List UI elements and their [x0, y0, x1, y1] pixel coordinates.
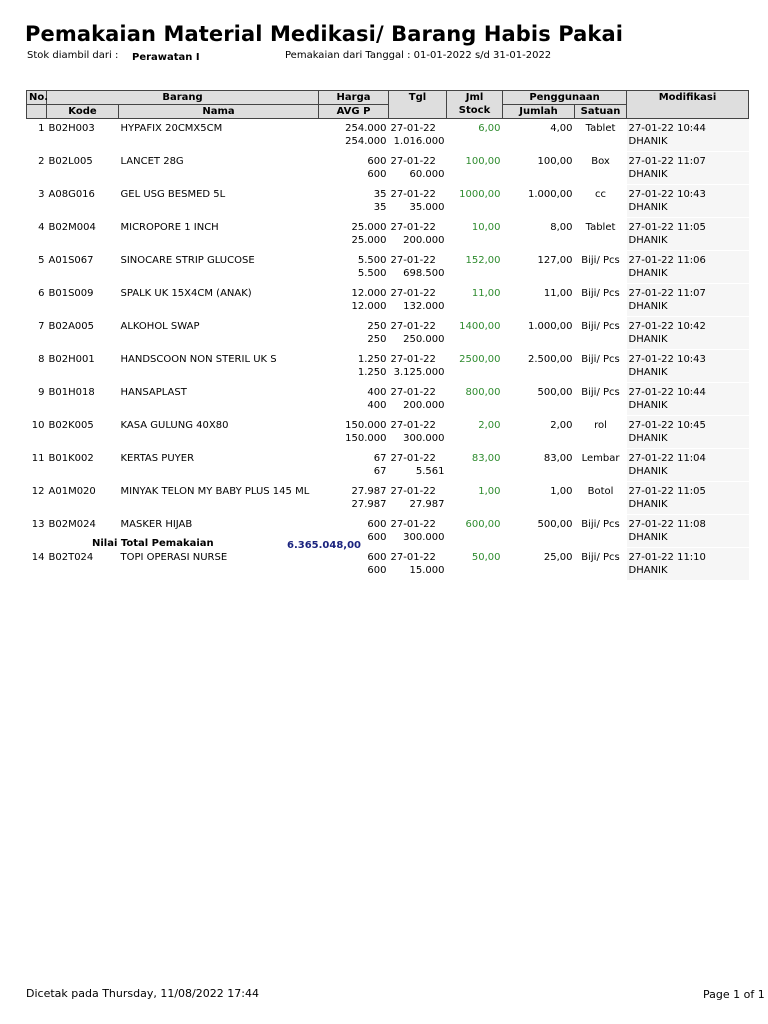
row-harga: 600: [367, 518, 387, 530]
row-kode: B01S009: [48, 287, 94, 299]
row-nama: TOPI OPERASI NURSE: [120, 551, 228, 563]
row-tgl-cell: [389, 218, 447, 251]
total-value: 6.365.048,00: [287, 540, 362, 551]
row-tgl-cell: [389, 185, 447, 218]
row-kode: B02T024: [48, 551, 94, 563]
row-mod-time: 27-01-22 10:44: [628, 123, 706, 134]
row-no: 4: [38, 221, 45, 233]
row-tgl-cell: [389, 119, 447, 152]
row-avgp: 600: [367, 564, 387, 576]
row-modifikasi: [627, 152, 749, 185]
row-tgl: 27-01-22: [390, 123, 436, 134]
row-mod-user: DHANIK: [628, 433, 668, 444]
row-avgp: 150.000: [345, 432, 387, 444]
header-blank: [27, 105, 47, 119]
row-stock: 2,00: [478, 419, 501, 431]
row-tgl: 27-01-22: [390, 155, 436, 167]
table-row: [27, 548, 749, 581]
row-nama: MINYAK TELON MY BABY PLUS 145 ML: [120, 485, 310, 497]
row-mod-time: 27-01-22 11:05: [628, 486, 706, 497]
row-no: 1: [38, 123, 45, 134]
row-harga: 250: [367, 320, 387, 332]
row-mod-user: DHANIK: [628, 301, 668, 312]
row-stock: 1,00: [478, 485, 501, 497]
header-avgp: AVG P: [319, 105, 389, 119]
row-nama: SPALK UK 15X4CM (ANAK): [120, 287, 252, 299]
row-modifikasi: [627, 185, 749, 218]
row-jumlah: 83,00: [543, 452, 573, 464]
row-no: 10: [31, 419, 45, 431]
row-avgp: 35: [373, 201, 387, 213]
row-jumlah: 2.500,00: [527, 353, 573, 365]
row-modifikasi: [627, 284, 749, 317]
row-kode: A01M020: [48, 485, 96, 497]
row-jumlah: 500,00: [537, 518, 573, 530]
row-kode: B01H018: [48, 386, 95, 398]
row-kode: B02L005: [48, 155, 93, 167]
row-nama: HYPAFIX 20CMX5CM: [120, 123, 223, 134]
row-jumlah: 1,00: [550, 485, 573, 497]
row-tgl: 27-01-22: [390, 320, 436, 332]
row-jumlah: 11,00: [543, 287, 573, 299]
row-modifikasi: [627, 383, 749, 416]
row-mod-user: DHANIK: [628, 169, 668, 180]
row-stock: 83,00: [471, 452, 501, 464]
row-mod-user: DHANIK: [628, 400, 668, 411]
row-tgl: 27-01-22: [390, 221, 436, 233]
row-mod-user: DHANIK: [628, 565, 668, 576]
row-modifikasi: [627, 317, 749, 350]
row-stock: 10,00: [471, 221, 501, 233]
row-nama: MASKER HIJAB: [120, 518, 193, 530]
table-row: [27, 350, 749, 383]
row-mod-time: 27-01-22 10:44: [628, 387, 706, 398]
row-mod-time: 27-01-22 10:43: [628, 354, 706, 365]
row-avgp: 600: [367, 168, 387, 180]
row-jumlah: 1.000,00: [527, 188, 573, 200]
row-kode: A01S067: [48, 254, 94, 266]
row-avgp: 600: [367, 531, 387, 543]
table-row: [27, 284, 749, 317]
row-jumlah: 4,00: [550, 123, 573, 134]
row-modifikasi: [627, 515, 749, 548]
row-subtotal: 300.000: [403, 432, 445, 444]
row-tgl-cell: [389, 548, 447, 581]
row-satuan: cc: [595, 188, 607, 200]
table-row: [27, 416, 749, 449]
row-stock: 100,00: [465, 155, 501, 167]
row-modifikasi: [627, 449, 749, 482]
row-subtotal: 5.561: [415, 465, 445, 477]
table-row: [27, 482, 749, 515]
row-harga-cell: [319, 218, 389, 251]
row-no: 11: [31, 452, 45, 464]
row-tgl: 27-01-22: [390, 485, 436, 497]
row-nama: GEL USG BESMED 5L: [120, 188, 226, 200]
page-number: Page 1 of 1: [703, 988, 765, 1001]
row-kode: B02H001: [48, 353, 95, 365]
row-subtotal: 200.000: [403, 399, 445, 411]
row-subtotal: 35.000: [409, 201, 445, 213]
usage-table: [26, 90, 749, 581]
row-mod-time: 27-01-22 10:43: [628, 189, 706, 200]
table-row: [27, 449, 749, 482]
row-tgl-cell: [389, 383, 447, 416]
row-nama: KERTAS PUYER: [120, 452, 195, 464]
row-modifikasi: [627, 416, 749, 449]
row-satuan: Botol: [587, 485, 614, 497]
row-mod-user: DHANIK: [628, 499, 668, 510]
row-kode: B02M004: [48, 221, 96, 233]
row-avgp: 67: [373, 465, 387, 477]
row-harga: 67: [373, 452, 387, 464]
row-nama: KASA GULUNG 40X80: [120, 419, 229, 431]
row-tgl: 27-01-22: [390, 254, 436, 266]
row-tgl-cell: [389, 350, 447, 383]
row-avgp: 400: [367, 399, 387, 411]
row-subtotal: 1.016.000: [393, 136, 445, 147]
row-tgl: 27-01-22: [390, 287, 436, 299]
row-harga: 600: [367, 551, 387, 563]
row-mod-time: 27-01-22 10:42: [628, 321, 706, 332]
row-no: 3: [38, 188, 45, 200]
row-mod-user: DHANIK: [628, 334, 668, 345]
row-harga: 12.000: [351, 287, 387, 299]
row-mod-user: DHANIK: [628, 532, 668, 543]
row-stock: 800,00: [465, 386, 501, 398]
row-subtotal: 3.125.000: [393, 366, 445, 378]
row-tgl: 27-01-22: [390, 518, 436, 530]
row-harga: 600: [367, 155, 387, 167]
row-no: 8: [38, 353, 45, 365]
table-row: [27, 317, 749, 350]
header-harga: Harga: [319, 91, 389, 105]
row-modifikasi: [627, 119, 749, 152]
row-subtotal: 15.000: [409, 564, 445, 576]
table-row: [27, 383, 749, 416]
row-jumlah: 100,00: [537, 155, 573, 167]
row-harga: 27.987: [351, 485, 387, 497]
row-nama: HANSAPLAST: [120, 386, 187, 398]
row-stock: 2500,00: [459, 353, 501, 365]
row-harga-cell: [319, 350, 389, 383]
row-nama: SINOCARE STRIP GLUCOSE: [120, 254, 255, 266]
row-nama: ALKOHOL SWAP: [120, 320, 200, 332]
row-mod-time: 27-01-22 11:07: [628, 156, 706, 167]
row-kode: B02H003: [48, 123, 95, 134]
row-satuan: Biji/ Pcs: [581, 320, 620, 332]
row-kode: B02K005: [48, 419, 94, 431]
row-tgl: 27-01-22: [390, 452, 436, 464]
row-subtotal: 698.500: [403, 267, 445, 279]
row-no: 6: [38, 287, 45, 299]
row-avgp: 1.250: [357, 366, 387, 378]
table-row: [27, 185, 749, 218]
row-tgl-cell: [389, 284, 447, 317]
row-harga-cell: [319, 548, 389, 581]
row-jumlah: 2,00: [550, 419, 573, 431]
row-mod-time: 27-01-22 11:05: [628, 222, 706, 233]
row-avgp: 25.000: [351, 234, 387, 246]
row-stock: 152,00: [465, 254, 501, 266]
row-tgl-cell: [389, 251, 447, 284]
row-avgp: 250: [367, 333, 387, 345]
header-kode: Kode: [47, 105, 119, 119]
row-jumlah: 8,00: [550, 221, 573, 233]
header-jml-stock: Jml Stock: [447, 91, 503, 119]
row-mod-user: DHANIK: [628, 466, 668, 477]
row-no: 9: [38, 386, 45, 398]
row-harga-cell: [319, 119, 389, 152]
row-mod-time: 27-01-22 10:45: [628, 420, 706, 431]
row-subtotal: 200.000: [403, 234, 445, 246]
row-avgp: 12.000: [351, 300, 387, 312]
row-no: 13: [31, 518, 45, 530]
row-jumlah: 127,00: [537, 254, 573, 266]
row-harga: 25.000: [351, 221, 387, 233]
row-nama: MICROPORE 1 INCH: [120, 221, 219, 233]
row-tgl-cell: [389, 416, 447, 449]
row-stock: 1400,00: [459, 320, 501, 332]
row-tgl-cell: [389, 515, 447, 548]
table-row: [27, 119, 749, 152]
row-avgp: 27.987: [351, 498, 387, 510]
row-kode: B02M024: [48, 518, 96, 530]
table-row: [27, 218, 749, 251]
row-harga: 5.500: [357, 254, 387, 266]
header-no: No.: [27, 91, 47, 105]
row-avgp: 5.500: [357, 267, 387, 279]
row-tgl: 27-01-22: [390, 551, 436, 563]
row-nama: LANCET 28G: [120, 155, 184, 167]
header-satuan: Satuan: [575, 105, 627, 119]
row-harga: 254.000: [345, 123, 387, 134]
row-satuan: rol: [594, 419, 607, 431]
total-label: Nilai Total Pemakaian: [92, 538, 214, 549]
row-harga-cell: [319, 449, 389, 482]
row-satuan: Biji/ Pcs: [581, 287, 620, 299]
row-modifikasi: [627, 251, 749, 284]
row-satuan: Biji/ Pcs: [581, 386, 620, 398]
header-penggunaan: Penggunaan: [503, 91, 627, 105]
row-kode: B02A005: [48, 320, 95, 332]
header-tgl: Tgl: [389, 91, 447, 119]
row-satuan: Biji/ Pcs: [581, 353, 620, 365]
row-mod-user: DHANIK: [628, 136, 668, 147]
row-no: 14: [31, 551, 45, 563]
row-mod-time: 27-01-22 11:06: [628, 255, 706, 266]
row-subtotal: 27.987: [409, 498, 445, 510]
row-no: 12: [31, 485, 45, 497]
row-satuan: Biji/ Pcs: [581, 518, 620, 530]
row-no: 7: [38, 320, 45, 332]
row-jumlah: 1.000,00: [527, 320, 573, 332]
row-mod-user: DHANIK: [628, 268, 668, 279]
row-satuan: Biji/ Pcs: [581, 551, 620, 563]
row-tgl-cell: [389, 317, 447, 350]
row-mod-user: DHANIK: [628, 235, 668, 246]
row-mod-user: DHANIK: [628, 202, 668, 213]
row-tgl: 27-01-22: [390, 188, 436, 200]
row-harga: 1.250: [357, 353, 387, 365]
header-nama: Nama: [119, 105, 319, 119]
row-jumlah: 500,00: [537, 386, 573, 398]
row-mod-time: 27-01-22 11:10: [628, 552, 706, 563]
row-mod-time: 27-01-22 11:04: [628, 453, 706, 464]
row-kode: B01K002: [48, 452, 94, 464]
row-modifikasi: [627, 548, 749, 581]
row-harga-cell: [319, 152, 389, 185]
printed-timestamp: Dicetak pada Thursday, 11/08/2022 17:44: [26, 987, 259, 1000]
table-row: [27, 251, 749, 284]
row-no: 5: [38, 254, 45, 266]
row-stock: 6,00: [478, 123, 501, 134]
row-no: 2: [38, 155, 45, 167]
row-stock: 1000,00: [459, 188, 501, 200]
row-jumlah: 25,00: [543, 551, 573, 563]
row-satuan: Box: [591, 155, 610, 167]
row-modifikasi: [627, 482, 749, 515]
row-subtotal: 250.000: [403, 333, 445, 345]
row-tgl: 27-01-22: [390, 386, 436, 398]
row-satuan: Lembar: [581, 452, 620, 464]
row-kode: A08G016: [48, 188, 95, 200]
table-row: [27, 152, 749, 185]
row-harga-cell: [319, 251, 389, 284]
row-tgl-cell: [389, 152, 447, 185]
row-avgp: 254.000: [345, 136, 387, 147]
source-label: Stok diambil dari :: [27, 50, 119, 61]
row-harga-cell: [319, 383, 389, 416]
row-stock: 11,00: [471, 287, 501, 299]
row-tgl-cell: [389, 482, 447, 515]
row-harga: 400: [367, 386, 387, 398]
row-mod-time: 27-01-22 11:08: [628, 519, 706, 530]
report-title: Pemakaian Material Medikasi/ Barang Habis Pakai: [25, 22, 624, 46]
row-harga: 150.000: [345, 419, 387, 431]
row-harga: 35: [373, 188, 387, 200]
period-range: Pemakaian dari Tanggal : 01-01-2022 s/d 31-01-2022: [285, 50, 552, 61]
header-jumlah: Jumlah: [503, 105, 575, 119]
row-subtotal: 60.000: [409, 168, 445, 180]
row-stock: 50,00: [471, 551, 501, 563]
row-modifikasi: [627, 350, 749, 383]
row-harga-cell: [319, 416, 389, 449]
row-nama: HANDSCOON NON STERIL UK S: [120, 353, 277, 365]
row-modifikasi: [627, 218, 749, 251]
row-satuan: Biji/ Pcs: [581, 254, 620, 266]
row-subtotal: 132.000: [403, 300, 445, 312]
row-mod-time: 27-01-22 11:07: [628, 288, 706, 299]
source-value: Perawatan I: [132, 52, 200, 63]
row-tgl: 27-01-22: [390, 353, 436, 365]
row-harga-cell: [319, 482, 389, 515]
row-mod-user: DHANIK: [628, 367, 668, 378]
header-barang: Barang: [47, 91, 319, 105]
row-subtotal: 300.000: [403, 531, 445, 543]
row-satuan: Tablet: [585, 221, 616, 233]
row-harga-cell: [319, 185, 389, 218]
header-modifikasi: Modifikasi: [627, 91, 749, 119]
row-harga-cell: [319, 284, 389, 317]
row-tgl: 27-01-22: [390, 419, 436, 431]
row-satuan: Tablet: [585, 123, 616, 134]
row-harga-cell: [319, 317, 389, 350]
row-stock: 600,00: [465, 518, 501, 530]
row-tgl-cell: [389, 449, 447, 482]
